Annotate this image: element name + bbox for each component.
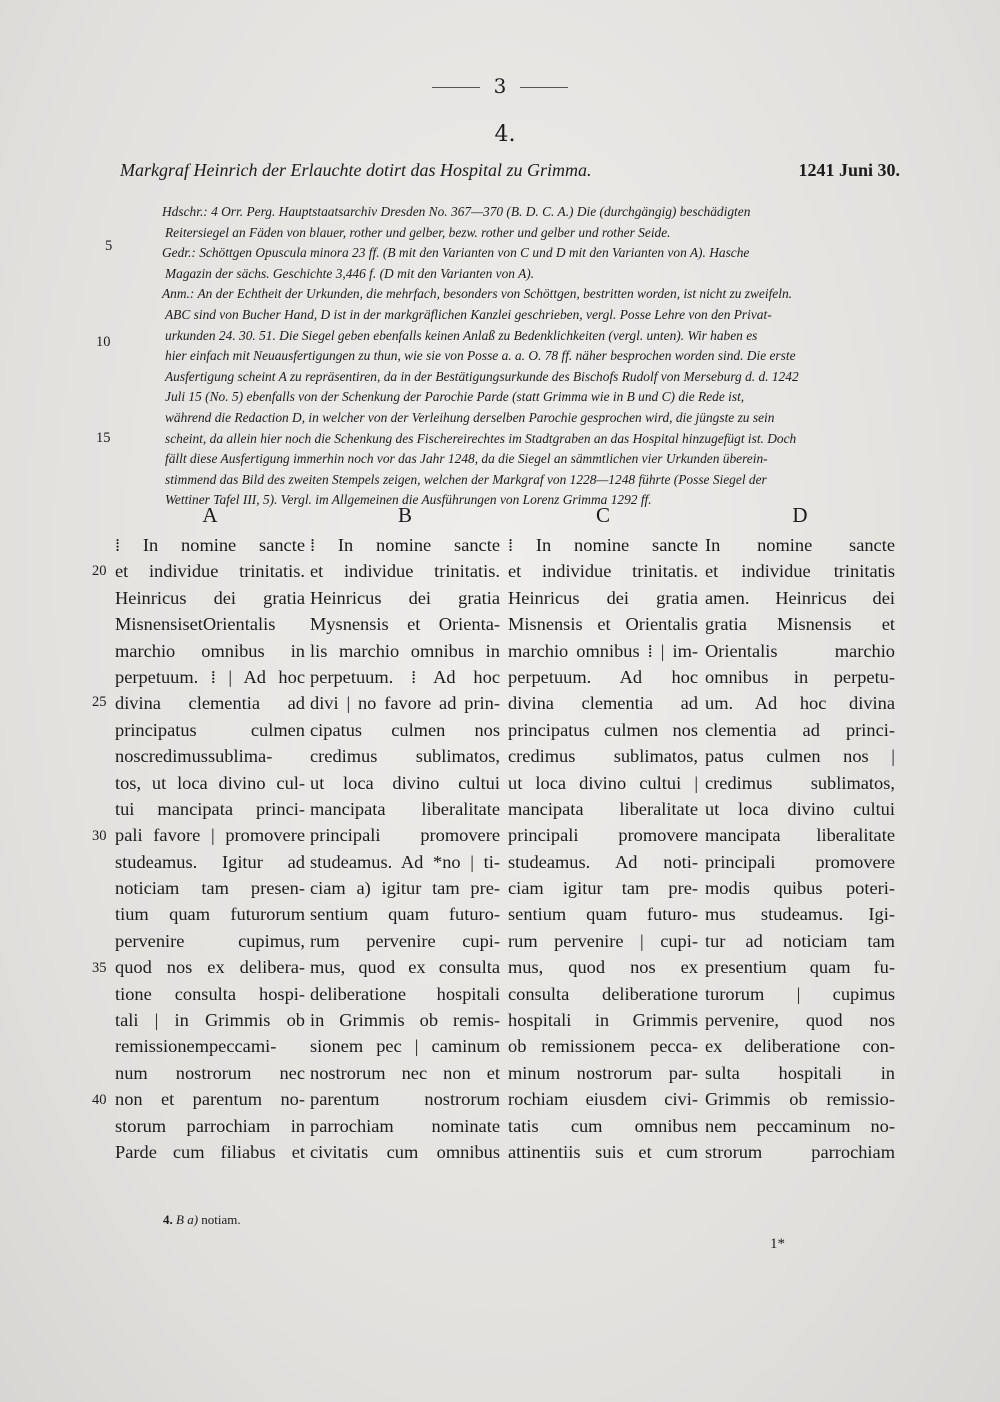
text-line: pervenire, quod nos	[705, 1010, 895, 1031]
text-line: credimus sublimatos,	[705, 772, 895, 793]
text-line: storum parrochiam in	[115, 1115, 305, 1136]
text-line: credimus sublimatos,	[310, 746, 500, 767]
text-line: nostrorum nec non et	[310, 1062, 500, 1083]
text-line: ut loca divino cultui |	[508, 772, 698, 793]
note-line: Magazin der sächs. Geschichte 3,446 f. (D mit den Varianten von A).	[165, 265, 535, 281]
line-number: 35	[92, 960, 107, 976]
column-d	[705, 500, 895, 1165]
line-number: 5	[105, 238, 113, 254]
text-line: Heinricus dei gratia	[310, 587, 500, 608]
line-number: 15	[96, 430, 111, 446]
text-line: presentium quam fu-	[705, 957, 895, 978]
text-line: tos, ut loca divino cul-	[115, 772, 305, 793]
text-line: sentium quam futuro-	[508, 904, 698, 925]
text-line: sulta hospitali in	[705, 1062, 895, 1083]
text-line: tium quam futurorum	[115, 904, 305, 925]
note-line: hier einfach mit Neuausfertigungen zu thun, wie sie von Posse a. a. O. 78 ff. näher besprochen worden sind. Die erste	[165, 348, 796, 364]
text-line: studeamus. Ad *no | ti-	[310, 851, 500, 872]
text-line: mus, quod ex consulta	[310, 957, 500, 978]
text-line: mus studeamus. Igi-	[705, 904, 895, 925]
column-heading: A	[202, 503, 218, 527]
text-line: studeamus. Igitur ad	[115, 851, 305, 872]
text-line: quod nos ex delibera-	[115, 957, 305, 978]
text-line: principali promovere	[310, 825, 500, 846]
note-line: Wettiner Tafel III, 5). Vergl. im Allgemeinen die Ausführungen von Lorenz Grimma 1292 ff.	[165, 492, 652, 508]
text-line: mancipata liberalitate	[310, 798, 500, 819]
text-line: In nomine sancte	[705, 535, 895, 555]
text-line: principatus culmen	[115, 719, 305, 740]
text-line: divi | no favore ad prin-	[310, 693, 500, 714]
line-number: 25	[92, 694, 107, 710]
text-line: principali promovere	[705, 851, 895, 872]
text-line: rum pervenire | cupi-	[508, 930, 698, 951]
line-number: 40	[92, 1092, 107, 1108]
text-line: modis quibus poteri-	[705, 878, 895, 899]
note-line: urkunden 24. 30. 51. Die Siegel geben ebenfalls keinen Anlaß zu Bedenklichkeiten (vergl. unten). Wir haben es	[165, 327, 758, 343]
footnote-text: notiam.	[201, 1212, 241, 1227]
line-number: 30	[92, 828, 107, 844]
text-line: hospitali in Grimmis	[508, 1010, 698, 1031]
footnote	[163, 1212, 241, 1228]
text-line: ob remissionem pecca-	[508, 1036, 698, 1057]
right-rule	[520, 87, 568, 88]
text-line: tur ad noticiam tam	[705, 930, 895, 951]
text-line: et individue trinitatis.	[115, 561, 305, 582]
left-rule	[432, 87, 480, 88]
text-line: ut loca divino cultui	[705, 798, 895, 819]
text-line: minum nostrorum par-	[508, 1062, 698, 1083]
text-line: tui mancipata princi-	[115, 798, 305, 819]
text-line: marchio omnibus in	[115, 640, 305, 661]
text-line: tione consulta hospi-	[115, 983, 305, 1004]
text-line: noscredimussublima-	[115, 746, 273, 767]
text-line: cipatus culmen nos	[310, 719, 500, 740]
text-line: mancipata liberalitate	[508, 798, 698, 819]
text-line: tatis cum omnibus	[508, 1115, 698, 1136]
text-line: studeamus. Ad noti-	[508, 851, 698, 872]
text-line: principatus culmen nos	[508, 719, 698, 740]
text-line: Mysnensis et Orienta-	[310, 614, 500, 635]
column-heading: C	[595, 503, 610, 527]
text-line: num nostrorum nec	[115, 1062, 305, 1083]
text-line: et individue trinitatis.	[508, 561, 698, 582]
text-line: deliberatione hospitali	[310, 983, 500, 1004]
text-line: parrochiam nominate	[310, 1115, 500, 1136]
text-line: ⁞ In nomine sancte	[508, 535, 698, 555]
text-line: mus, quod nos ex	[508, 957, 698, 978]
text-line: gratia Misnensis et	[705, 614, 895, 635]
text-line: clementia ad princi-	[705, 719, 895, 740]
note-line: Hdschr.: 4 Orr. Perg. Hauptstaatsarchiv Dresden No. 367—370 (B. D. C. A.) Die (durchgängig) beschädigten	[162, 204, 751, 219]
text-line: rochiam eiusdem civi-	[508, 1089, 698, 1110]
text-line: ciam a) igitur tam pre-	[310, 878, 500, 899]
text-line: patus culmen nos |	[705, 746, 895, 767]
note-line: stimmend das Bild des zweiten Stempels zeigen, welchen der Markgraf von 1228—1248 führte (Posse Siegel der	[165, 471, 767, 487]
text-line: MisnensisetOrientalis	[115, 614, 276, 635]
text-line: Misnensis et Orientalis	[508, 614, 698, 635]
text-line: pervenire cupimus,	[115, 930, 305, 951]
text-line: non et parentum no-	[115, 1089, 305, 1110]
text-line: ex deliberatione con-	[705, 1036, 895, 1057]
text-line: um. Ad hoc divina	[705, 693, 895, 714]
text-line: in Grimmis ob remis-	[310, 1010, 500, 1031]
note-line: ABC sind von Bucher Hand, D ist in der markgräflichen Kanzlei geschrieben, vergl. Posse Lehre von den Privat-	[165, 306, 772, 322]
text-line: perpetuum. Ad hoc	[508, 666, 698, 687]
text-line: omnibus in perpetu-	[705, 666, 895, 687]
column-heading: D	[792, 503, 808, 527]
text-line: sionem pec | caminum	[310, 1036, 500, 1057]
text-line: turorum | cupimus	[705, 983, 895, 1004]
notes-block	[162, 202, 902, 511]
text-line: perpetuum. ⁞ Ad hoc	[310, 666, 500, 687]
text-line: amen. Heinricus dei	[705, 587, 895, 608]
signature-mark: 1*	[770, 1236, 785, 1252]
text-line: nem peccaminum no-	[705, 1115, 895, 1136]
column-a	[115, 500, 305, 1165]
text-line: Heinricus dei gratia	[115, 587, 305, 608]
note-line: Anm.: An der Echtheit der Urkunden, die mehrfach, besonders von Schöttgen, bestritten worden, ist nicht zu zweifeln.	[162, 286, 793, 302]
text-line: Heinricus dei gratia	[508, 587, 698, 608]
document-title: Markgraf Heinrich der Erlauchte dotirt das Hospital zu Grimma.	[120, 160, 592, 180]
page-number: 3	[493, 74, 507, 98]
document-number: 4.	[494, 122, 516, 147]
text-line: civitatis cum omnibus	[310, 1141, 500, 1162]
note-line: während die Redaction D, in welcher von der Verleihung derselben Parochie gesprochen wird, die jüngste zu sein	[165, 409, 775, 425]
text-line: ⁞ In nomine sancte	[115, 535, 305, 555]
text-line: et individue trinitatis.	[310, 561, 500, 582]
text-line: ⁞ In nomine sancte	[310, 535, 500, 555]
document-date: 1241 Juni 30.	[798, 160, 900, 180]
text-line: Grimmis ob remissio-	[705, 1089, 895, 1110]
text-line: et individue trinitatis	[705, 561, 895, 582]
text-line: strorum parrochiam	[705, 1141, 895, 1162]
note-line: fällt diese Ausfertigung immerhin noch vor das Jahr 1248, da die Siegel an sämmtlichen vier Urkunden überein-	[165, 451, 768, 467]
note-line: scheint, da allein hier noch die Schenkung des Fischereirechtes im Stadtgraben an das Hospital hinzugefügt ist. Doch	[165, 430, 797, 446]
text-line: sentium quam futuro-	[310, 904, 500, 925]
text-line: credimus sublimatos,	[508, 746, 698, 767]
footnote-ref: B a)	[176, 1212, 199, 1227]
note-line: Ausfertigung scheint A zu repräsentiren, da in der Bestätigungsurkunde des Bischofs Rudolf von Merseburg d. d. 1242	[165, 368, 799, 384]
text-line: mancipata liberalitate	[705, 825, 895, 846]
footnote-label: 4.	[163, 1212, 173, 1227]
text-line: pali favore | promovere	[115, 825, 305, 846]
text-line: remissionempeccami-	[115, 1036, 277, 1057]
note-line: Reitersiegel an Fäden von blauer, rother und gelber, bezw. rother und gelber und rother Seide.	[165, 224, 671, 240]
text-line: parentum nostrorum	[310, 1089, 500, 1110]
text-line: lis marchio omnibus in	[310, 640, 500, 661]
line-number: 10	[96, 334, 111, 350]
text-line: divina clementia ad	[508, 693, 698, 714]
text-line: ciam igitur tam pre-	[508, 878, 698, 899]
note-line: Gedr.: Schöttgen Opuscula minora 23 ff. (B mit den Varianten von C und D mit den Varianten von A). Hasche	[162, 245, 750, 261]
text-line: marchio omnibus ⁞ | im-	[508, 640, 698, 661]
line-number: 20	[92, 563, 107, 579]
text-line: ut loca divino cultui	[310, 772, 500, 793]
text-line: consulta deliberatione	[508, 983, 698, 1004]
column-heading: B	[397, 503, 412, 527]
text-line: noticiam tam presen-	[115, 878, 305, 899]
text-line: principali promovere	[508, 825, 698, 846]
text-line: rum pervenire cupi-	[310, 930, 500, 951]
text-line: attinentiis suis et cum	[508, 1141, 698, 1162]
text-line: perpetuum. ⁞ | Ad hoc	[115, 666, 305, 687]
text-line: Orientalis marchio	[705, 640, 895, 661]
note-line: Juli 15 (No. 5) ebenfalls von der Schenkung der Parochie Parde (statt Grimma wie in B und C) die Rede ist,	[165, 389, 745, 405]
page-number-header	[0, 74, 1000, 98]
column-c	[508, 500, 698, 1165]
column-b	[310, 500, 500, 1165]
text-line: tali | in Grimmis ob	[115, 1010, 305, 1031]
text-line: Parde cum filiabus et	[115, 1141, 305, 1162]
text-line: divina clementia ad	[115, 693, 305, 714]
